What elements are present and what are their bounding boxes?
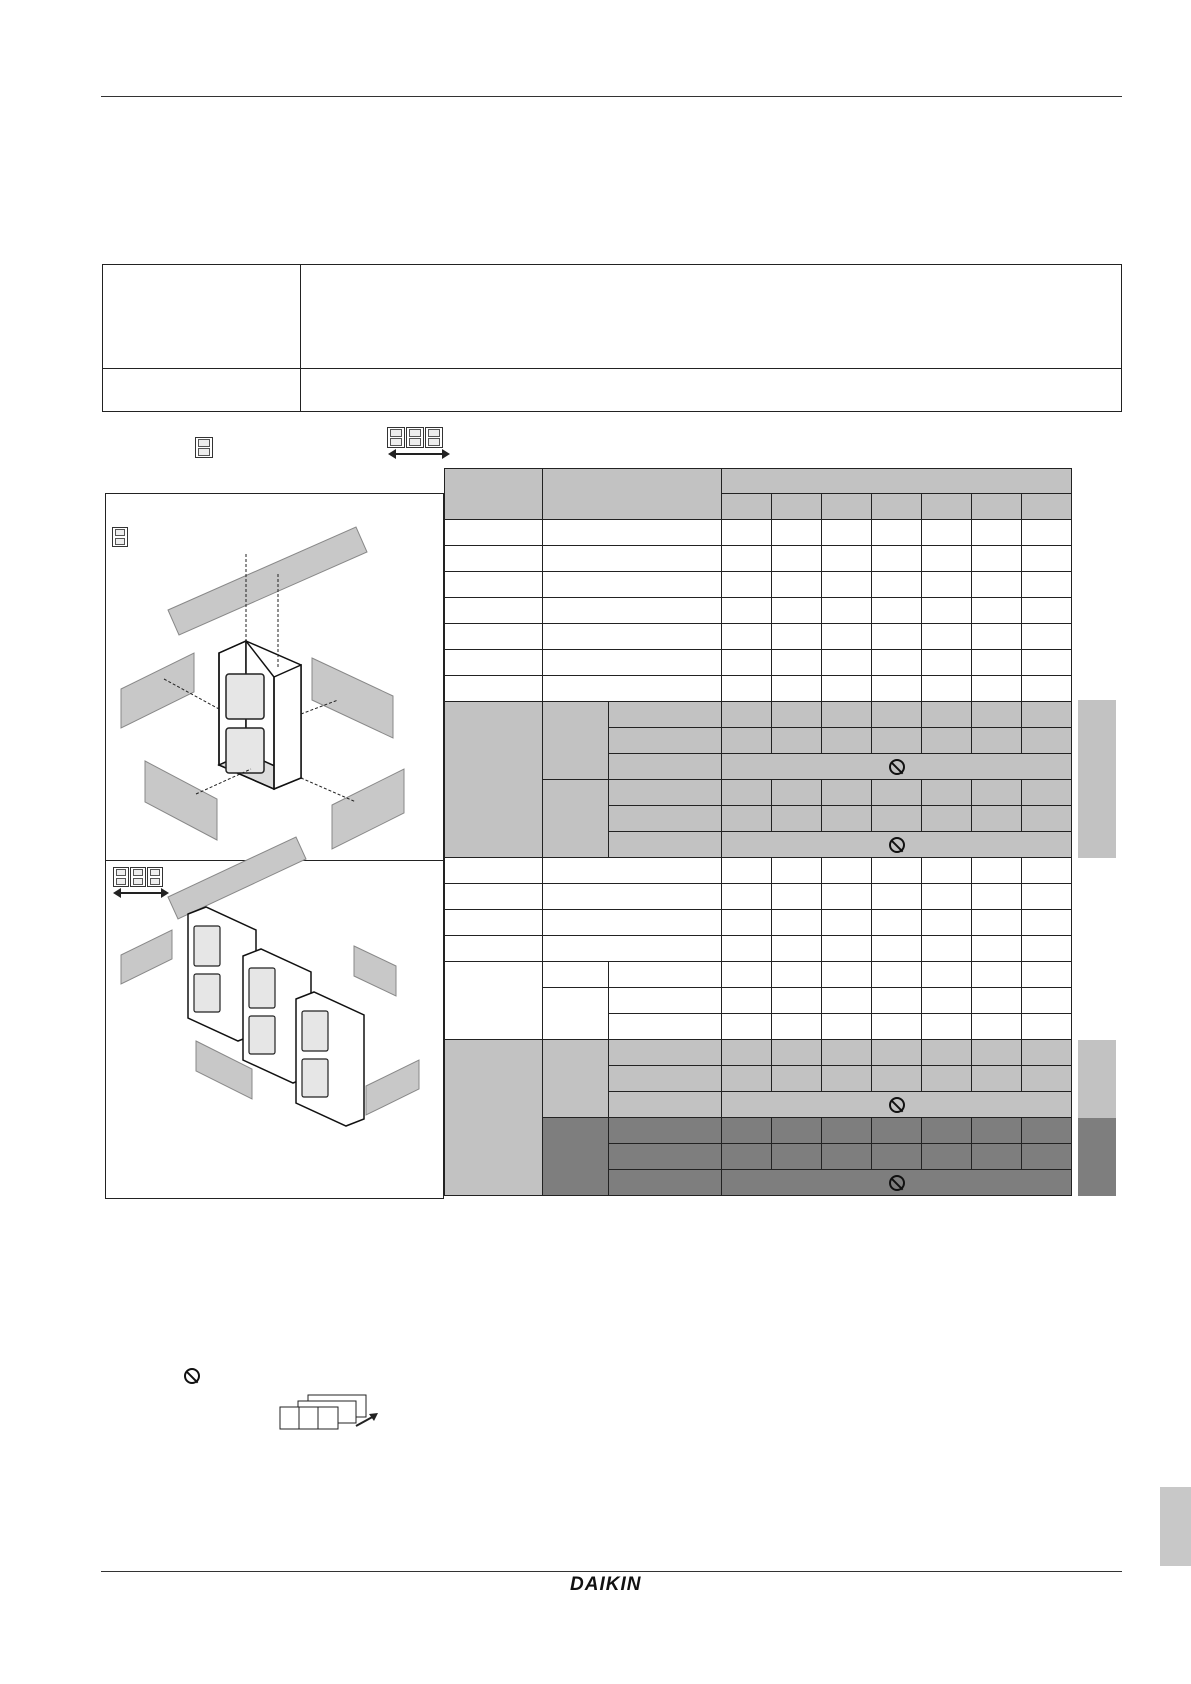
brand-logo: DAIKIN — [570, 1574, 642, 1595]
stacked-units-icon — [278, 1393, 388, 1433]
prohibited-icon-legend — [184, 1368, 200, 1384]
isometric-drawing — [106, 494, 443, 1198]
group-tab-1 — [1078, 700, 1116, 858]
info-table-column-divider — [300, 265, 301, 411]
page-side-tab — [1160, 1487, 1191, 1566]
table-outline — [444, 468, 1072, 1196]
installation-diagram — [105, 493, 444, 1199]
multi-unit-icon-c — [425, 427, 443, 448]
footer-rule — [101, 1571, 1122, 1572]
info-table-row-divider — [103, 368, 1121, 369]
row-arrow-icon — [390, 453, 448, 455]
info-table — [102, 264, 1122, 412]
header-rule — [101, 96, 1122, 97]
single-unit-icon — [195, 437, 213, 458]
multi-unit-icon-b — [406, 427, 424, 448]
multi-unit-icon-a — [387, 427, 405, 448]
group-tab-3 — [1078, 1118, 1116, 1196]
group-tab-2 — [1078, 1040, 1116, 1118]
